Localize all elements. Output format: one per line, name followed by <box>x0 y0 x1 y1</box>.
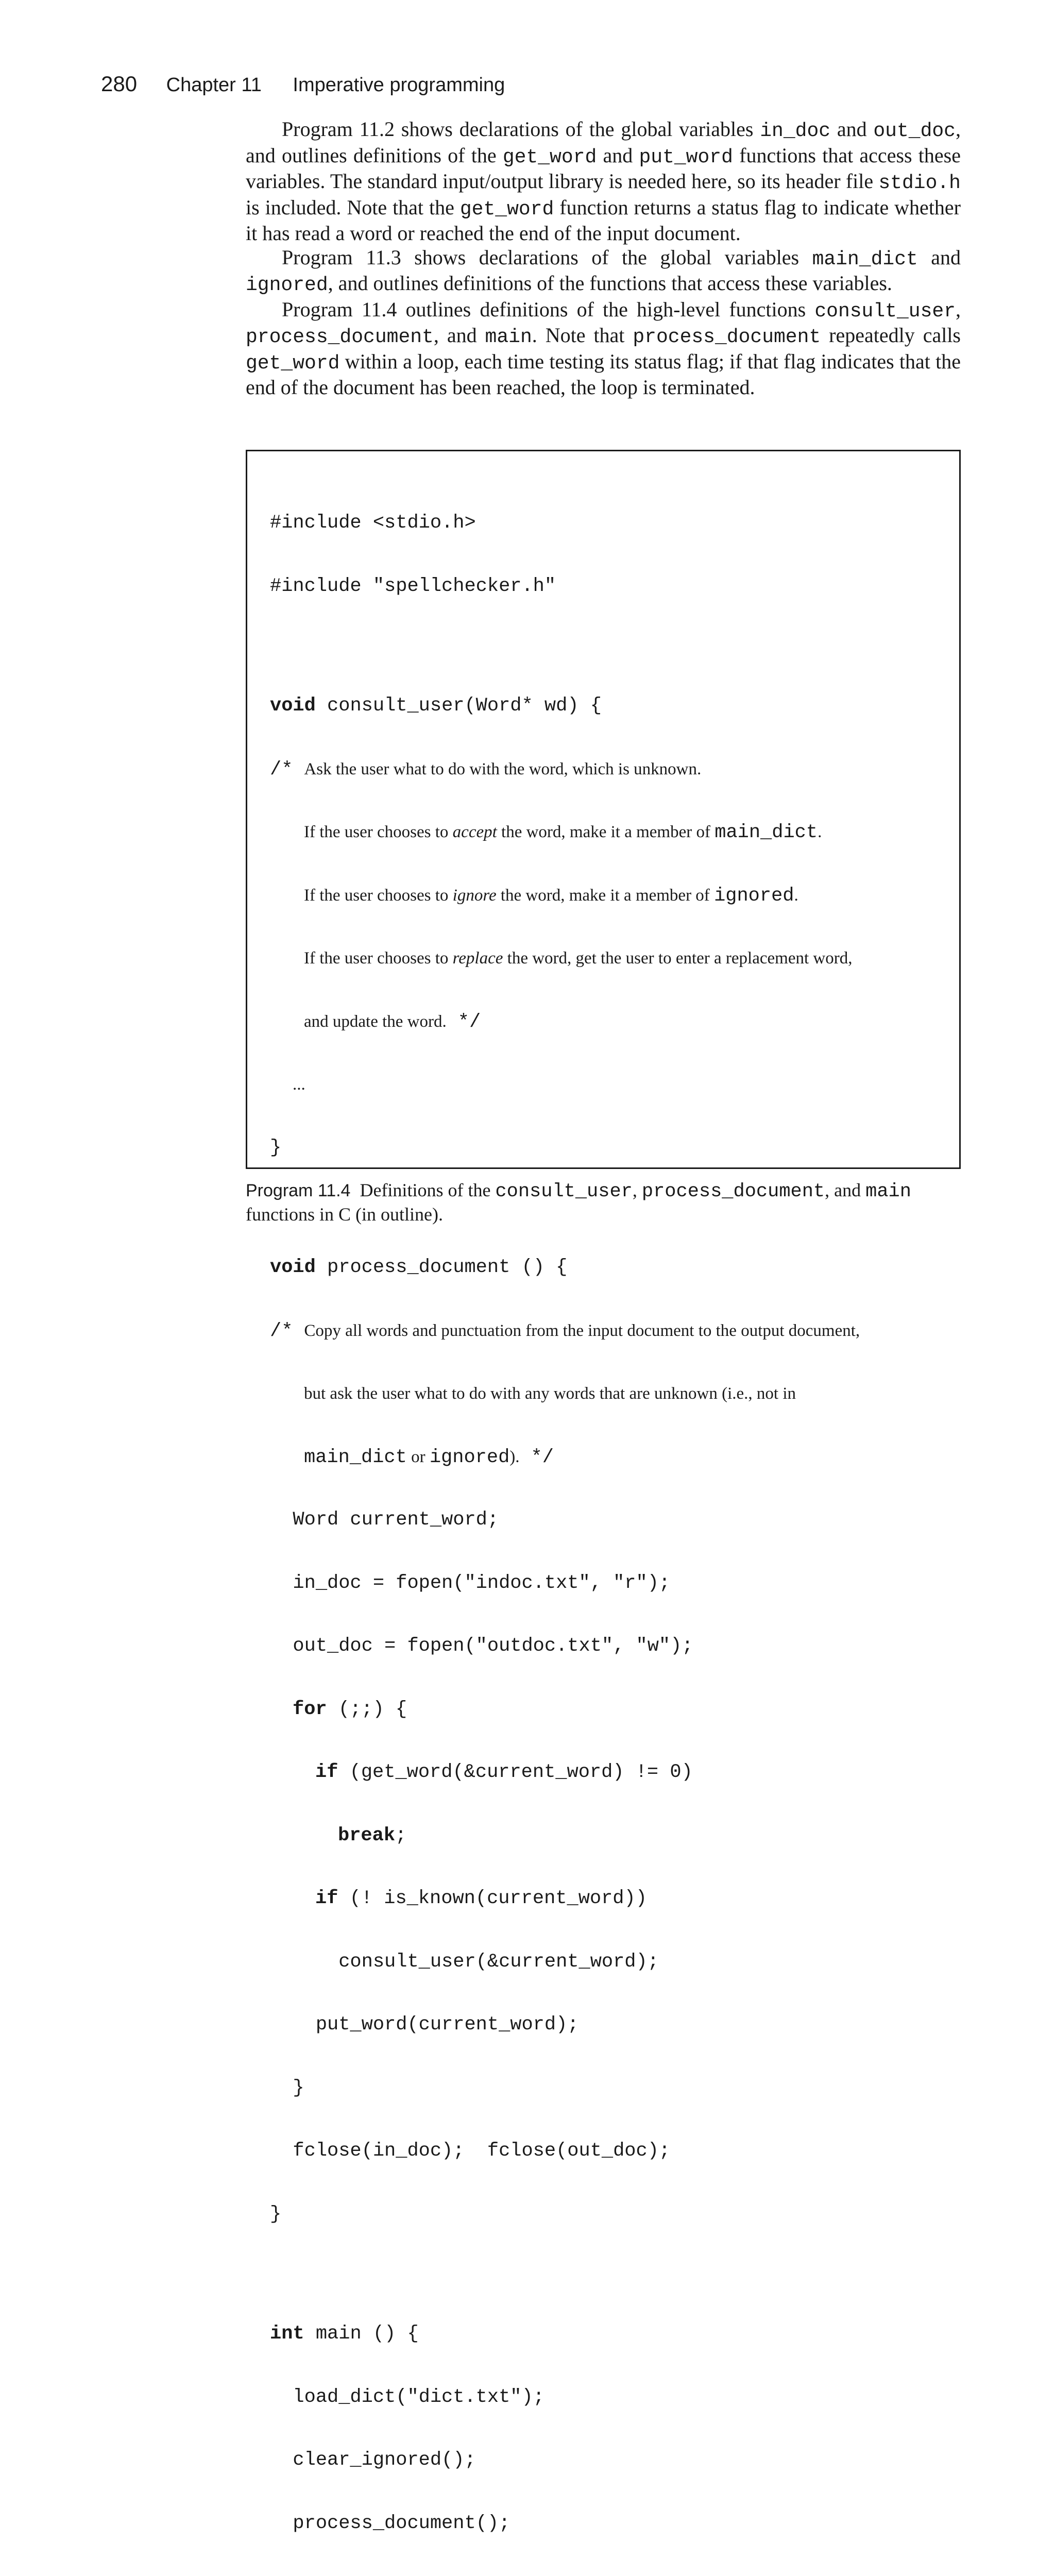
code-line: process_document(); <box>270 2512 511 2534</box>
code-line <box>270 1889 949 1909</box>
code-term: process_document <box>246 326 434 348</box>
code-line: #include "spellchecker.h" <box>270 575 556 597</box>
code-text: process_document () { <box>315 1257 568 1278</box>
code-line <box>270 696 949 716</box>
text-run: . Note that <box>532 324 633 347</box>
text-run: , and outlines definitions of the functions that access these variables. <box>328 272 892 295</box>
code-term: stdio.h <box>878 172 961 194</box>
text-run: and <box>830 117 874 141</box>
comment-text: the word, get the user to enter a replacement word, <box>503 949 853 968</box>
comment-text: Copy all words and punctuation from the input document to the output document, <box>304 1321 860 1340</box>
code-term: put_word <box>639 146 733 168</box>
paragraph-1 <box>246 117 961 246</box>
code-line <box>270 1258 949 1278</box>
code-line: } <box>270 1137 282 1159</box>
code-term: main_dict <box>812 248 918 270</box>
comment-open: /* <box>270 1320 293 1342</box>
code-term: consult_user <box>814 300 956 323</box>
comment-line <box>270 1012 949 1032</box>
comment-close: */ <box>457 1011 481 1033</box>
keyword: int <box>270 2323 304 2345</box>
code-term: in_doc <box>760 120 831 142</box>
caption-text: functions in C (in outline). <box>246 1204 443 1225</box>
code-term: get_word <box>460 198 554 221</box>
comment-line <box>270 886 949 906</box>
text-run: within a loop, each time testing its status flag; if that flag indicates that the end of the document has been reached, the loop is terminated. <box>246 349 961 399</box>
comment-emphasis: accept <box>452 823 497 841</box>
chapter-label: Chapter 11 <box>166 74 262 96</box>
text-run: and <box>597 143 639 167</box>
caption-text: , and <box>825 1180 866 1200</box>
code-text: consult_user(Word* wd) { <box>315 695 602 717</box>
keyword: void <box>270 695 316 717</box>
keyword: break <box>338 1824 396 1846</box>
text-run: is included. Note that the <box>246 195 460 219</box>
code-text: (get_word(&current_word) != 0) <box>338 1761 693 1783</box>
text-run: Program 11.2 shows declarations of the global variables <box>282 117 760 141</box>
code-line: out_doc = fopen("outdoc.txt", "w"); <box>270 1635 693 1657</box>
code-text: main () { <box>304 2323 419 2345</box>
comment-line <box>270 822 949 842</box>
text-run: function returns a status flag to indicate whether it has read a word or reached the end of the input document. <box>246 195 961 245</box>
code-line: #include <stdio.h> <box>270 512 476 534</box>
page-number: 280 <box>101 72 138 96</box>
comment-text: ). <box>509 1447 520 1466</box>
code-term: main <box>485 326 532 348</box>
paragraph-2 <box>246 246 961 298</box>
code-line: in_doc = fopen("indoc.txt", "r"); <box>270 1572 671 1594</box>
comment-text: and update the word. <box>304 1012 447 1031</box>
comment-text: the word, make it a member of <box>497 823 715 841</box>
chapter-title: Imperative programming <box>293 74 505 96</box>
keyword: if <box>315 1761 338 1783</box>
code-term: out_doc <box>873 120 956 142</box>
code-line: clear_ignored(); <box>270 2449 476 2471</box>
caption-code: main <box>865 1181 911 1202</box>
text-run: , <box>956 297 961 321</box>
comment-emphasis: ignore <box>452 886 497 905</box>
keyword: if <box>315 1888 338 1909</box>
comment-open: /* <box>270 758 293 781</box>
code-text: (! is_known(current_word)) <box>338 1888 647 1909</box>
body-text <box>246 117 961 400</box>
comment-text: If the user chooses to <box>304 823 453 841</box>
caption-label: Program 11.4 <box>246 1181 351 1200</box>
code-term: process_document <box>633 326 821 348</box>
text-run: repeatedly calls <box>821 324 961 347</box>
keyword: void <box>270 1257 316 1278</box>
text-run: , and <box>433 324 485 347</box>
comment-line <box>270 1447 949 1467</box>
comment-text: . <box>818 823 822 841</box>
comment-text: the word, make it a member of <box>496 886 714 905</box>
code-line: Word current_word; <box>270 1509 499 1531</box>
comment-line <box>270 759 949 779</box>
code-term: ignored <box>246 274 328 296</box>
comment-text: If the user chooses to <box>304 886 453 905</box>
text-run: , and outlines definitions of the <box>246 117 961 167</box>
comment-code: ignored <box>429 1446 510 1468</box>
running-head <box>101 71 505 98</box>
text-run: Program 11.4 outlines definitions of the high-level functions <box>282 297 815 321</box>
caption-code: process_document <box>641 1181 825 1202</box>
comment-text: or <box>406 1447 430 1466</box>
comment-code: ignored <box>714 885 794 907</box>
caption-code: consult_user <box>495 1181 633 1202</box>
comment-close: */ <box>531 1446 554 1468</box>
comment-text: . <box>794 886 798 905</box>
listing-caption <box>246 1179 967 1226</box>
code-line <box>270 1700 949 1720</box>
comment-code: main_dict <box>304 1446 407 1468</box>
code-line <box>270 1826 949 1846</box>
text-run: Program 11.3 shows declarations of the global variables <box>282 245 812 269</box>
code-line: consult_user(&current_word); <box>270 1951 659 1973</box>
code-term: get_word <box>246 352 340 375</box>
comment-emphasis: replace <box>452 949 503 968</box>
caption-text: , <box>632 1180 642 1200</box>
code-line <box>270 1762 949 1783</box>
code-block <box>270 470 949 2576</box>
code-text: ; <box>395 1824 407 1846</box>
code-line: } <box>270 2203 282 2225</box>
code-line: fclose(in_doc); fclose(out_doc); <box>270 2140 671 2162</box>
code-line: } <box>270 2077 304 2099</box>
code-line: put_word(current_word); <box>270 2014 579 2036</box>
comment-text: If the user chooses to <box>304 949 453 968</box>
comment-line <box>270 948 949 969</box>
code-line: load_dict("dict.txt"); <box>270 2386 544 2408</box>
text-run: and <box>917 245 961 269</box>
code-text: (;;) { <box>327 1698 407 1720</box>
text-run: functions that access these variables. The standard input/output library is needed here, so its header file <box>246 143 961 193</box>
code-term: get_word <box>502 146 597 168</box>
ellipsis: ... <box>293 1075 305 1094</box>
comment-code: main_dict <box>714 822 818 843</box>
paragraph-3 <box>246 298 961 400</box>
comment-line: but ask the user what to do with any words that are unknown (i.e., not in <box>304 1384 796 1403</box>
code-line <box>270 2324 949 2344</box>
caption-text: Definitions of the <box>360 1180 496 1200</box>
comment-line <box>270 1321 949 1341</box>
keyword: for <box>293 1698 327 1720</box>
comment-text: Ask the user what to do with the word, which is unknown. <box>304 759 702 778</box>
